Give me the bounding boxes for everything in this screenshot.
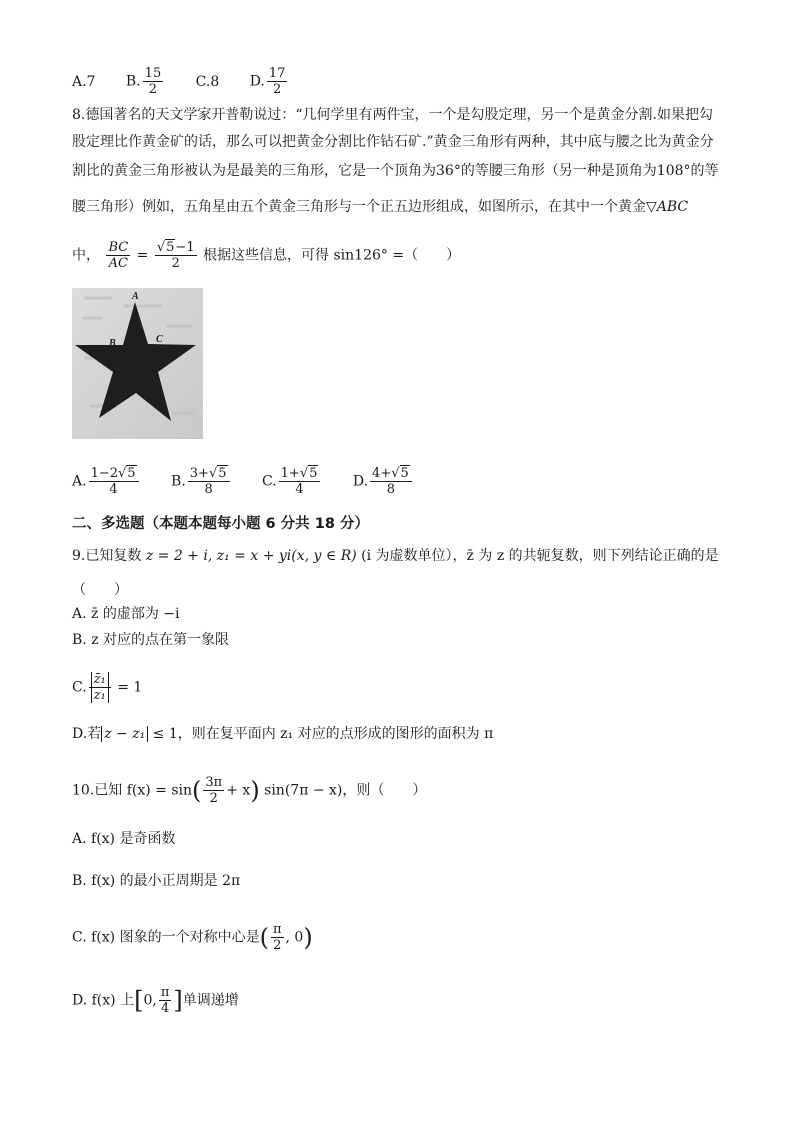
fraction: $\frac{17}{2}$ <box>268 66 286 97</box>
q9-stem: 9.已知复数 z = 2 + i, z₁ = x + yi(x, y ∈ R) (i 为虚数单位），z̄ 为 z 的共轭复数，则下列结论正确的是 <box>72 548 719 564</box>
q10-stem: 10.已知 f(x) = sin( $\frac{3\pi}{2}$ + x) sin(7π − x)，则（ ） <box>72 775 427 806</box>
q10-option-c: C. f(x) 图象的一个对称中心是( $\frac{\pi}{2}$ , 0) <box>72 922 313 953</box>
q8-line-2: 股定理比作黄金矿的话，那么可以把黄金分割比作钻石矿.”黄金三角形有两种，其中底与腰之比为黄金分 <box>72 134 714 150</box>
q8-line-4: 腰三角形）例如，五角星由五个黄金三角形与一个正五边形组成，如图所示，在其中一个黄金▽ABC <box>72 199 689 215</box>
fraction: $\frac{15}{2}$ <box>144 66 162 97</box>
q10-option-d: D. f(x) 上[0, $\frac{\pi}{4}$ ]单调递增 <box>72 985 239 1016</box>
q8-line-3: 割比的黄金三角形被认为是最美的三角形，它是一个顶角为36°的等腰三角形（另一种是顶角为108°的等 <box>72 163 719 179</box>
label-a: A <box>132 291 139 302</box>
q8-option-c: C. $\frac{1+√5}{4}$ <box>262 466 322 497</box>
label-b: B <box>109 338 116 349</box>
label-c: C <box>156 334 163 345</box>
q9-option-c: C. $\frac{\text{z̄₁}}{\text{z₁}}$ = 1 <box>72 672 143 703</box>
q9-option-a: A. z̄ 的虚部为 −i <box>72 606 180 622</box>
q8-line-1: 8.德国著名的天文学家开普勒说过：“几何学里有两件宝，一个是勾股定理，另一个是黄金分割.如果把勾 <box>72 107 713 123</box>
q8-options <box>72 466 440 497</box>
q9-option-b: B. z 对应的点在第一象限 <box>72 632 230 648</box>
q7-option-b: B. $\frac{15}{2}$ <box>125 66 162 97</box>
q10-option-b: B. f(x) 的最小正周期是 2π <box>72 873 241 889</box>
section-heading-multiple-choice: 二、多选题（本题本题每小题 6 分共 18 分） <box>72 516 369 532</box>
golden-ratio-fraction: $\frac{√5-1}{2}$ <box>156 240 195 271</box>
q7-option-c: C.8 <box>195 73 220 90</box>
q7-options <box>72 66 315 97</box>
star-svg <box>72 288 203 439</box>
q9-option-d: D.若 z − z₁ ≤ 1，则在复平面内 z₁ 对应的点形成的图形的面积为 π <box>72 726 494 742</box>
q8-option-a: A. $\frac{1-2√5}{4}$ <box>72 466 141 497</box>
q9-answer-paren: （ ） <box>72 582 128 598</box>
q7-option-d: D. $\frac{17}{2}$ <box>249 66 286 97</box>
star-figure <box>72 288 203 439</box>
q8-line-5: 中， $\frac{BC}{AC}$ = $\frac{√5-1}{2}$ 根据这些信息，可得 sin126° =（ ） <box>72 240 461 271</box>
q8-option-b: B. $\frac{3+√5}{8}$ <box>171 466 232 497</box>
q10-option-a: A. f(x) 是奇函数 <box>72 831 176 847</box>
ratio-fraction: $\frac{BC}{AC}$ <box>108 240 129 271</box>
q8-option-d: D. $\frac{4+√5}{8}$ <box>353 466 414 497</box>
q7-option-a: A.7 <box>72 73 96 90</box>
